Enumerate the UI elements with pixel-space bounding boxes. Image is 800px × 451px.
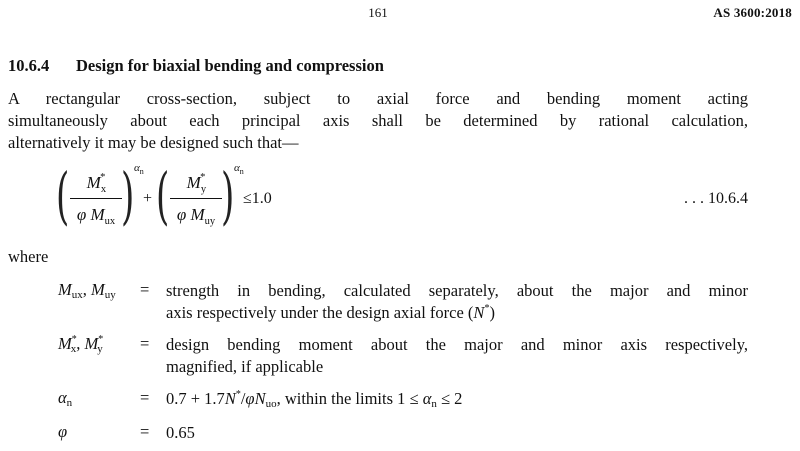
right-paren: ) — [221, 159, 235, 232]
exponent-alpha-n: $\alpha_n$ — [134, 162, 144, 176]
plus-sign: + — [143, 190, 153, 207]
left-paren: ( — [56, 159, 70, 232]
definition-alpha-n: 0.7 + 1.7N*/φNuo, within the limits 1 ≤ αn ≤ 2 — [166, 389, 463, 410]
section-number: 10.6.4 — [8, 56, 50, 75]
denominator-x: φ $M_{ux}$ — [76, 205, 116, 227]
definition-phi: 0.65 — [166, 423, 195, 442]
equals-sign: = — [140, 388, 150, 407]
equals-sign: = — [140, 280, 150, 299]
equation-10-6-4 — [0, 158, 800, 238]
section-title: Design for biaxial bending and compression — [76, 56, 384, 75]
standard-code: AS 3600:2018 — [713, 5, 792, 20]
equals-sign: = — [140, 422, 150, 441]
inequality: ≤1.0 — [243, 190, 272, 207]
denominator-y: φ $M_{uy}$ — [176, 205, 216, 227]
symbol-mux-muy: Mux, Muy — [58, 280, 116, 301]
equation-number: . . . 10.6.4 — [684, 190, 748, 207]
definition-mx-my: design bending moment about the major and minor axis respectively, magnified, if applicable — [166, 335, 748, 376]
intro-line: simultaneously about each principal axis shall be determined by rational calculation, — [8, 111, 748, 130]
fraction-x — [70, 170, 122, 228]
section-heading — [8, 56, 384, 76]
symbol-phi: φ — [58, 422, 68, 441]
fraction-y — [170, 170, 222, 228]
intro-paragraph — [8, 88, 748, 154]
definition-mux-muy: strength in bending, calculated separately, about the major and minor axis respectively under the design axial force (N*) — [166, 281, 748, 322]
fraction-bar — [170, 198, 222, 199]
where-label: where — [8, 247, 49, 266]
numerator-y: $M_y^*$ — [186, 172, 207, 195]
symbol-alpha-n: αn — [58, 388, 73, 409]
exponent-alpha-n: $\alpha_n$ — [234, 162, 244, 176]
symbol-mx-my: M*x, M*y — [58, 334, 104, 355]
equals-sign: = — [140, 334, 150, 353]
left-paren: ( — [156, 159, 170, 232]
intro-line: alternatively it may be designed such that— — [8, 133, 299, 152]
fraction-bar — [70, 198, 122, 199]
page-number: 161 — [368, 5, 388, 20]
numerator-x: $M_x^*$ — [86, 172, 107, 195]
intro-line: A rectangular cross-section, subject to axial force and bending moment acting — [8, 89, 748, 108]
right-paren: ) — [121, 159, 135, 232]
